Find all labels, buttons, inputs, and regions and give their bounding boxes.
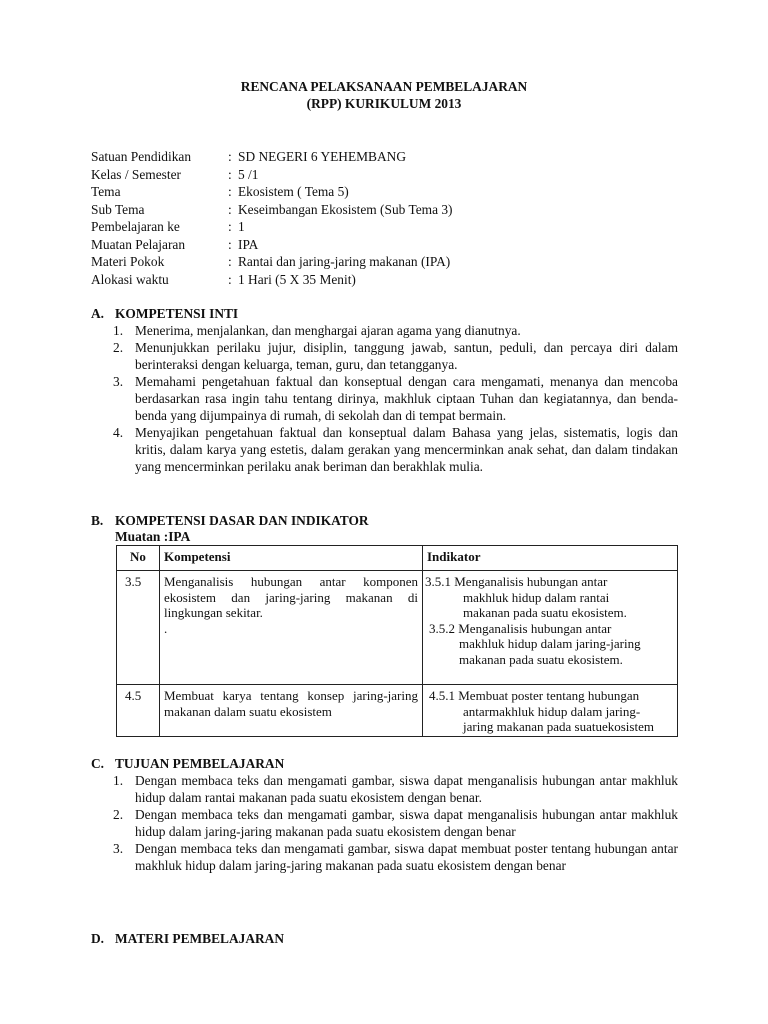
list-item [113, 373, 678, 424]
list-number: 1. [113, 773, 124, 788]
list-number: 3. [113, 374, 124, 389]
indikator-line: makhluk hidup dalam rantai [463, 589, 610, 605]
identity-label: Alokasi waktu [91, 271, 169, 287]
list-text: Memahami pengetahuan faktual dan konseptual dengan cara mengamati, menanya dan mencoba berdasarkan rasa ingin tahu tentang dirinya, makhluk ciptaan Tuhan dan kegiatannya, dan benda-benda yang dijumpainya di rumah, di sekolah dan di tempat bermain. [135, 374, 678, 423]
identity-value: Keseimbangan Ekosistem (Sub Tema 3) [238, 201, 453, 217]
document-subtitle: (RPP) KURIKULUM 2013 [306, 96, 462, 111]
list-text: Menerima, menjalankan, dan menghargai ajaran agama yang dianutnya. [135, 323, 521, 338]
table-header-row [117, 546, 678, 571]
list-item [113, 806, 678, 840]
list-item [113, 424, 678, 475]
cell-no: 4.5 [117, 685, 160, 737]
table-row [117, 571, 678, 685]
section-b-heading [91, 512, 369, 529]
section-c-heading [91, 755, 284, 772]
indikator-line: antarmakhluk hidup dalam jaring- [463, 703, 641, 719]
list-number: 2. [113, 807, 124, 822]
identity-separator: : [228, 271, 232, 287]
indikator-line: jaring makanan pada suatuekosistem [463, 719, 654, 734]
identity-separator: : [228, 184, 232, 199]
kompetensi-inti-list [113, 322, 678, 475]
list-number: 4. [113, 425, 124, 440]
column-header-kompetensi: Kompetensi [160, 546, 423, 571]
indikator-line: makhluk hidup dalam jaring-jaring [459, 636, 641, 651]
list-text: Dengan membaca teks dan mengamati gambar, siswa dapat menganalisis hubungan antar makhluk hidup dalam rantai makanan pada suatu ekosistem dengan benar. [135, 773, 678, 805]
section-title: KOMPETENSI INTI [115, 306, 239, 321]
indikator-line: 3.5.1 Menganalisis hubungan antar [425, 574, 608, 589]
list-item [113, 840, 678, 874]
identity-label: Materi Pokok [91, 254, 165, 269]
table-row [117, 685, 678, 737]
list-number: 1. [113, 323, 124, 338]
list-item [113, 772, 678, 806]
cell-kompetensi [160, 571, 423, 685]
identity-value: IPA [238, 236, 259, 252]
identity-separator: : [228, 166, 232, 182]
kompetensi-dasar-table [116, 545, 678, 737]
list-text: Dengan membaca teks dan mengamati gambar, siswa dapat menganalisis hubungan antar makhluk hidup dalam jaring-jaring makanan pada suatu ekosistem dengan benar [135, 807, 678, 839]
identity-value: Ekosistem ( Tema 5) [238, 184, 349, 199]
cell-indikator [423, 571, 678, 685]
tujuan-list [113, 772, 678, 874]
identity-separator: : [228, 219, 232, 234]
section-letter: B. [91, 513, 104, 528]
section-a-heading [91, 305, 238, 322]
section-d-heading [91, 930, 284, 947]
identity-value: 1 Hari (5 X 35 Menit) [238, 271, 356, 287]
kompetensi-text: Menganalisis hubungan antar komponen ekosistem dan jaring-jaring makanan di lingkungan sekitar. [164, 574, 418, 620]
identity-separator: : [228, 149, 232, 164]
identity-label: Kelas / Semester [91, 166, 181, 182]
list-text: Menunjukkan perilaku jujur, disiplin, tanggung jawab, santun, peduli, dan percaya diri dalam berinteraksi dengan keluarga, teman, guru, dan tetangganya. [135, 340, 678, 372]
identity-separator: : [228, 201, 232, 217]
section-letter: C. [91, 756, 105, 771]
identity-value: 1 [238, 219, 245, 234]
identity-label: Sub Tema [91, 201, 145, 217]
section-title: KOMPETENSI DASAR DAN INDIKATOR [115, 513, 369, 528]
list-text: Menyajikan pengetahuan faktual dan konseptual dalam Bahasa yang jelas, sistematis, logis dan kritis, dalam karya yang estetis, dalam gerakan yang mencerminkan anak sehat, dan dalam tindakan yang mencerminkan perilaku anak beriman dan berakhlak mulia. [135, 425, 678, 474]
list-text: Dengan membaca teks dan mengamati gambar, siswa dapat membuat poster tentang hubungan antar makhluk hidup dalam jaring-jaring makanan pada suatu ekosistem dengan benar [135, 841, 678, 873]
indikator-line: 3.5.2 Menganalisis hubungan antar [429, 620, 612, 636]
document-title: RENCANA PELAKSANAAN PEMBELAJARAN [240, 79, 528, 94]
identity-value: 5 /1 [238, 166, 259, 182]
identity-label: Muatan Pelajaran [91, 236, 186, 252]
identity-label: Tema [91, 184, 121, 199]
cell-kompetensi: Membuat karya tentang konsep jaring-jaring makanan dalam suatu ekosistem [160, 685, 423, 737]
indikator-line: 4.5.1 Membuat poster tentang hubungan [429, 688, 640, 703]
list-number: 3. [113, 841, 124, 856]
section-letter: D. [91, 931, 105, 946]
cell-indikator [423, 685, 678, 737]
indikator-line: makanan pada suatu ekosistem. [463, 605, 627, 620]
column-header-indikator: Indikator [423, 546, 678, 571]
identity-separator: : [228, 236, 232, 252]
cell-no: 3.5 [117, 571, 160, 685]
list-item [113, 339, 678, 373]
indikator-line: makanan pada suatu ekosistem. [459, 651, 623, 667]
identity-label: Pembelajaran ke [91, 219, 180, 234]
identity-value: SD NEGERI 6 YEHEMBANG [238, 149, 406, 164]
identity-value: Rantai dan jaring-jaring makanan (IPA) [238, 254, 451, 269]
identity-label: Satuan Pendidikan [91, 149, 192, 164]
section-title: MATERI PEMBELAJARAN [115, 931, 284, 946]
identity-separator: : [228, 254, 232, 269]
list-number: 2. [113, 340, 124, 355]
kompetensi-extra: . [164, 620, 168, 636]
section-letter: A. [91, 306, 105, 321]
muatan-label: Muatan :IPA [115, 529, 191, 544]
section-title: TUJUAN PEMBELAJARAN [115, 756, 285, 771]
list-item [113, 322, 678, 339]
column-header-no: No [117, 546, 160, 571]
